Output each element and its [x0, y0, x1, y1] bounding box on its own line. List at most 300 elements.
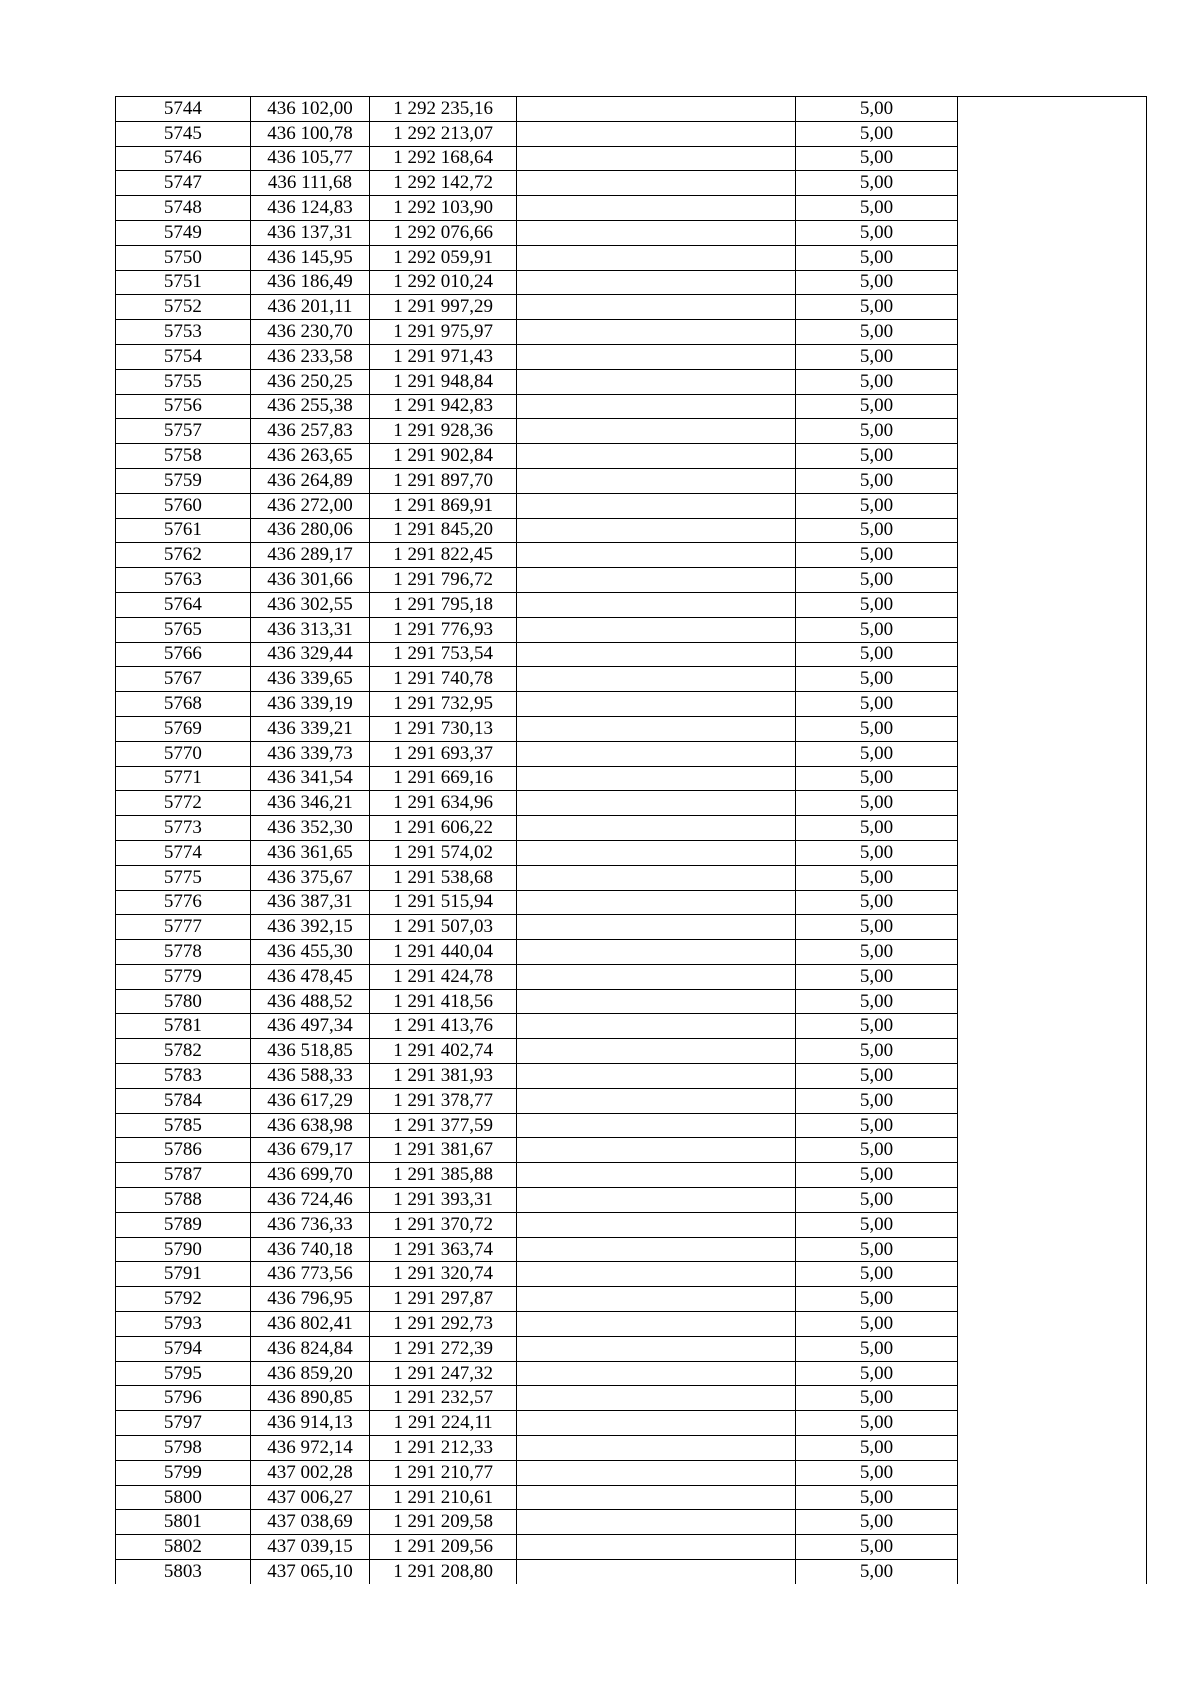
- note-cell: [958, 369, 1147, 394]
- note-cell: [958, 121, 1147, 146]
- note-cell: [958, 1460, 1147, 1485]
- note-cell: [958, 1088, 1147, 1113]
- point-number-cell: 5773: [116, 816, 251, 841]
- x-coordinate-cell: 436 263,65: [250, 444, 369, 469]
- accuracy-value-cell: 5,00: [795, 320, 957, 345]
- x-coordinate-cell: 436 352,30: [250, 816, 369, 841]
- y-coordinate-cell: 1 291 795,18: [370, 592, 517, 617]
- x-coordinate-cell: 436 201,11: [250, 295, 369, 320]
- empty-cell: [517, 915, 796, 940]
- empty-cell: [517, 196, 796, 221]
- table-row: [116, 940, 1147, 965]
- y-coordinate-cell: 1 291 370,72: [370, 1212, 517, 1237]
- accuracy-value-cell: 5,00: [795, 344, 957, 369]
- accuracy-value-cell: 5,00: [795, 964, 957, 989]
- x-coordinate-cell: 436 264,89: [250, 468, 369, 493]
- table-row: [116, 245, 1147, 270]
- point-number-cell: 5771: [116, 766, 251, 791]
- empty-cell: [517, 468, 796, 493]
- table-row: [116, 741, 1147, 766]
- y-coordinate-cell: 1 291 413,76: [370, 1014, 517, 1039]
- x-coordinate-cell: 436 301,66: [250, 568, 369, 593]
- y-coordinate-cell: 1 291 208,80: [370, 1560, 517, 1584]
- table-row: [116, 617, 1147, 642]
- x-coordinate-cell: 436 145,95: [250, 245, 369, 270]
- y-coordinate-cell: 1 291 822,45: [370, 543, 517, 568]
- empty-cell: [517, 1287, 796, 1312]
- point-number-cell: 5790: [116, 1237, 251, 1262]
- point-number-cell: 5749: [116, 220, 251, 245]
- y-coordinate-cell: 1 291 606,22: [370, 816, 517, 841]
- table-row: [116, 1287, 1147, 1312]
- note-cell: [958, 1386, 1147, 1411]
- empty-cell: [517, 344, 796, 369]
- accuracy-value-cell: 5,00: [795, 1336, 957, 1361]
- empty-cell: [517, 493, 796, 518]
- y-coordinate-cell: 1 291 693,37: [370, 741, 517, 766]
- empty-cell: [517, 692, 796, 717]
- accuracy-value-cell: 5,00: [795, 1460, 957, 1485]
- table-row: [116, 716, 1147, 741]
- x-coordinate-cell: 436 387,31: [250, 890, 369, 915]
- empty-cell: [517, 1535, 796, 1560]
- note-cell: [958, 146, 1147, 171]
- note-cell: [958, 1014, 1147, 1039]
- point-number-cell: 5793: [116, 1312, 251, 1337]
- table-row: [116, 1138, 1147, 1163]
- empty-cell: [517, 146, 796, 171]
- empty-cell: [517, 1312, 796, 1337]
- x-coordinate-cell: 436 497,34: [250, 1014, 369, 1039]
- x-coordinate-cell: 436 255,38: [250, 394, 369, 419]
- empty-cell: [517, 568, 796, 593]
- table-row: [116, 518, 1147, 543]
- empty-cell: [517, 816, 796, 841]
- point-number-cell: 5758: [116, 444, 251, 469]
- accuracy-value-cell: 5,00: [795, 1287, 957, 1312]
- note-cell: [958, 419, 1147, 444]
- accuracy-value-cell: 5,00: [795, 419, 957, 444]
- table-row: [116, 1460, 1147, 1485]
- empty-cell: [517, 1485, 796, 1510]
- table-row: [116, 890, 1147, 915]
- y-coordinate-cell: 1 291 902,84: [370, 444, 517, 469]
- y-coordinate-cell: 1 291 942,83: [370, 394, 517, 419]
- y-coordinate-cell: 1 292 235,16: [370, 97, 517, 122]
- y-coordinate-cell: 1 292 142,72: [370, 171, 517, 196]
- table-row: [116, 344, 1147, 369]
- empty-cell: [517, 1188, 796, 1213]
- point-number-cell: 5803: [116, 1560, 251, 1584]
- note-cell: [958, 1138, 1147, 1163]
- y-coordinate-cell: 1 291 297,87: [370, 1287, 517, 1312]
- note-cell: [958, 716, 1147, 741]
- y-coordinate-cell: 1 291 507,03: [370, 915, 517, 940]
- note-cell: [958, 1237, 1147, 1262]
- point-number-cell: 5747: [116, 171, 251, 196]
- table-row: [116, 468, 1147, 493]
- accuracy-value-cell: 5,00: [795, 444, 957, 469]
- accuracy-value-cell: 5,00: [795, 568, 957, 593]
- table-row: [116, 419, 1147, 444]
- accuracy-value-cell: 5,00: [795, 890, 957, 915]
- accuracy-value-cell: 5,00: [795, 1237, 957, 1262]
- empty-cell: [517, 1064, 796, 1089]
- table-row: [116, 369, 1147, 394]
- y-coordinate-cell: 1 291 232,57: [370, 1386, 517, 1411]
- note-cell: [958, 1436, 1147, 1461]
- x-coordinate-cell: 437 038,69: [250, 1510, 369, 1535]
- note-cell: [958, 220, 1147, 245]
- x-coordinate-cell: 437 065,10: [250, 1560, 369, 1584]
- point-number-cell: 5788: [116, 1188, 251, 1213]
- y-coordinate-cell: 1 291 377,59: [370, 1113, 517, 1138]
- accuracy-value-cell: 5,00: [795, 1188, 957, 1213]
- x-coordinate-cell: 436 230,70: [250, 320, 369, 345]
- empty-cell: [517, 543, 796, 568]
- y-coordinate-cell: 1 291 776,93: [370, 617, 517, 642]
- table-row: [116, 964, 1147, 989]
- note-cell: [958, 171, 1147, 196]
- point-number-cell: 5745: [116, 121, 251, 146]
- accuracy-value-cell: 5,00: [795, 493, 957, 518]
- note-cell: [958, 915, 1147, 940]
- accuracy-value-cell: 5,00: [795, 865, 957, 890]
- accuracy-value-cell: 5,00: [795, 1039, 957, 1064]
- point-number-cell: 5757: [116, 419, 251, 444]
- point-number-cell: 5794: [116, 1336, 251, 1361]
- note-cell: [958, 766, 1147, 791]
- accuracy-value-cell: 5,00: [795, 940, 957, 965]
- accuracy-value-cell: 5,00: [795, 1212, 957, 1237]
- empty-cell: [517, 394, 796, 419]
- x-coordinate-cell: 436 455,30: [250, 940, 369, 965]
- note-cell: [958, 543, 1147, 568]
- table-row: [116, 667, 1147, 692]
- point-number-cell: 5786: [116, 1138, 251, 1163]
- y-coordinate-cell: 1 291 212,33: [370, 1436, 517, 1461]
- point-number-cell: 5767: [116, 667, 251, 692]
- y-coordinate-cell: 1 291 669,16: [370, 766, 517, 791]
- x-coordinate-cell: 436 280,06: [250, 518, 369, 543]
- accuracy-value-cell: 5,00: [795, 692, 957, 717]
- empty-cell: [517, 1138, 796, 1163]
- y-coordinate-cell: 1 291 730,13: [370, 716, 517, 741]
- y-coordinate-cell: 1 291 393,31: [370, 1188, 517, 1213]
- x-coordinate-cell: 437 002,28: [250, 1460, 369, 1485]
- point-number-cell: 5795: [116, 1361, 251, 1386]
- y-coordinate-cell: 1 291 732,95: [370, 692, 517, 717]
- y-coordinate-cell: 1 291 320,74: [370, 1262, 517, 1287]
- note-cell: [958, 964, 1147, 989]
- x-coordinate-cell: 436 617,29: [250, 1088, 369, 1113]
- y-coordinate-cell: 1 291 753,54: [370, 642, 517, 667]
- note-cell: [958, 890, 1147, 915]
- point-number-cell: 5791: [116, 1262, 251, 1287]
- x-coordinate-cell: 437 006,27: [250, 1485, 369, 1510]
- empty-cell: [517, 592, 796, 617]
- table-row: [116, 1163, 1147, 1188]
- empty-cell: [517, 741, 796, 766]
- y-coordinate-cell: 1 291 869,91: [370, 493, 517, 518]
- x-coordinate-cell: 436 100,78: [250, 121, 369, 146]
- note-cell: [958, 1336, 1147, 1361]
- accuracy-value-cell: 5,00: [795, 146, 957, 171]
- accuracy-value-cell: 5,00: [795, 245, 957, 270]
- point-number-cell: 5782: [116, 1039, 251, 1064]
- accuracy-value-cell: 5,00: [795, 1163, 957, 1188]
- empty-cell: [517, 1411, 796, 1436]
- accuracy-value-cell: 5,00: [795, 989, 957, 1014]
- table-row: [116, 121, 1147, 146]
- note-cell: [958, 468, 1147, 493]
- coordinates-table-body: [116, 97, 1147, 1584]
- x-coordinate-cell: 436 341,54: [250, 766, 369, 791]
- accuracy-value-cell: 5,00: [795, 816, 957, 841]
- table-row: [116, 592, 1147, 617]
- x-coordinate-cell: 436 773,56: [250, 1262, 369, 1287]
- x-coordinate-cell: 436 724,46: [250, 1188, 369, 1213]
- empty-cell: [517, 97, 796, 122]
- x-coordinate-cell: 436 638,98: [250, 1113, 369, 1138]
- accuracy-value-cell: 5,00: [795, 1386, 957, 1411]
- accuracy-value-cell: 5,00: [795, 1361, 957, 1386]
- point-number-cell: 5772: [116, 791, 251, 816]
- empty-cell: [517, 369, 796, 394]
- point-number-cell: 5792: [116, 1287, 251, 1312]
- x-coordinate-cell: 436 736,33: [250, 1212, 369, 1237]
- table-row: [116, 840, 1147, 865]
- table-row: [116, 1535, 1147, 1560]
- empty-cell: [517, 444, 796, 469]
- accuracy-value-cell: 5,00: [795, 791, 957, 816]
- y-coordinate-cell: 1 291 381,67: [370, 1138, 517, 1163]
- note-cell: [958, 940, 1147, 965]
- x-coordinate-cell: 436 740,18: [250, 1237, 369, 1262]
- y-coordinate-cell: 1 291 381,93: [370, 1064, 517, 1089]
- point-number-cell: 5765: [116, 617, 251, 642]
- empty-cell: [517, 1212, 796, 1237]
- y-coordinate-cell: 1 291 897,70: [370, 468, 517, 493]
- point-number-cell: 5764: [116, 592, 251, 617]
- y-coordinate-cell: 1 291 210,61: [370, 1485, 517, 1510]
- table-row: [116, 1485, 1147, 1510]
- empty-cell: [517, 1336, 796, 1361]
- y-coordinate-cell: 1 291 971,43: [370, 344, 517, 369]
- y-coordinate-cell: 1 291 440,04: [370, 940, 517, 965]
- note-cell: [958, 989, 1147, 1014]
- empty-cell: [517, 1510, 796, 1535]
- x-coordinate-cell: 436 518,85: [250, 1039, 369, 1064]
- point-number-cell: 5798: [116, 1436, 251, 1461]
- x-coordinate-cell: 436 257,83: [250, 419, 369, 444]
- point-number-cell: 5751: [116, 270, 251, 295]
- note-cell: [958, 1163, 1147, 1188]
- table-row: [116, 394, 1147, 419]
- note-cell: [958, 245, 1147, 270]
- accuracy-value-cell: 5,00: [795, 667, 957, 692]
- note-cell: [958, 1262, 1147, 1287]
- point-number-cell: 5746: [116, 146, 251, 171]
- empty-cell: [517, 1386, 796, 1411]
- accuracy-value-cell: 5,00: [795, 1113, 957, 1138]
- table-row: [116, 320, 1147, 345]
- table-row: [116, 692, 1147, 717]
- x-coordinate-cell: 436 313,31: [250, 617, 369, 642]
- accuracy-value-cell: 5,00: [795, 840, 957, 865]
- table-row: [116, 642, 1147, 667]
- empty-cell: [517, 642, 796, 667]
- empty-cell: [517, 617, 796, 642]
- x-coordinate-cell: 436 339,65: [250, 667, 369, 692]
- y-coordinate-cell: 1 291 247,32: [370, 1361, 517, 1386]
- y-coordinate-cell: 1 291 418,56: [370, 989, 517, 1014]
- point-number-cell: 5778: [116, 940, 251, 965]
- x-coordinate-cell: 436 392,15: [250, 915, 369, 940]
- accuracy-value-cell: 5,00: [795, 171, 957, 196]
- x-coordinate-cell: 436 375,67: [250, 865, 369, 890]
- empty-cell: [517, 245, 796, 270]
- empty-cell: [517, 1088, 796, 1113]
- x-coordinate-cell: 436 339,19: [250, 692, 369, 717]
- x-coordinate-cell: 436 796,95: [250, 1287, 369, 1312]
- table-row: [116, 1237, 1147, 1262]
- x-coordinate-cell: 436 972,14: [250, 1436, 369, 1461]
- empty-cell: [517, 840, 796, 865]
- accuracy-value-cell: 5,00: [795, 1535, 957, 1560]
- empty-cell: [517, 1113, 796, 1138]
- x-coordinate-cell: 436 329,44: [250, 642, 369, 667]
- point-number-cell: 5744: [116, 97, 251, 122]
- accuracy-value-cell: 5,00: [795, 518, 957, 543]
- note-cell: [958, 394, 1147, 419]
- table-row: [116, 816, 1147, 841]
- point-number-cell: 5752: [116, 295, 251, 320]
- accuracy-value-cell: 5,00: [795, 1436, 957, 1461]
- y-coordinate-cell: 1 292 076,66: [370, 220, 517, 245]
- empty-cell: [517, 419, 796, 444]
- point-number-cell: 5796: [116, 1386, 251, 1411]
- note-cell: [958, 791, 1147, 816]
- y-coordinate-cell: 1 291 363,74: [370, 1237, 517, 1262]
- point-number-cell: 5776: [116, 890, 251, 915]
- note-cell: [958, 642, 1147, 667]
- empty-cell: [517, 1361, 796, 1386]
- y-coordinate-cell: 1 291 210,77: [370, 1460, 517, 1485]
- y-coordinate-cell: 1 292 059,91: [370, 245, 517, 270]
- x-coordinate-cell: 436 859,20: [250, 1361, 369, 1386]
- table-row: [116, 915, 1147, 940]
- note-cell: [958, 1510, 1147, 1535]
- note-cell: [958, 865, 1147, 890]
- accuracy-value-cell: 5,00: [795, 1485, 957, 1510]
- accuracy-value-cell: 5,00: [795, 220, 957, 245]
- accuracy-value-cell: 5,00: [795, 1510, 957, 1535]
- x-coordinate-cell: 436 339,73: [250, 741, 369, 766]
- empty-cell: [517, 518, 796, 543]
- table-row: [116, 1436, 1147, 1461]
- note-cell: [958, 1411, 1147, 1436]
- point-number-cell: 5801: [116, 1510, 251, 1535]
- table-row: [116, 1361, 1147, 1386]
- point-number-cell: 5766: [116, 642, 251, 667]
- point-number-cell: 5755: [116, 369, 251, 394]
- y-coordinate-cell: 1 292 010,24: [370, 270, 517, 295]
- table-row: [116, 493, 1147, 518]
- y-coordinate-cell: 1 291 634,96: [370, 791, 517, 816]
- point-number-cell: 5787: [116, 1163, 251, 1188]
- note-cell: [958, 1361, 1147, 1386]
- point-number-cell: 5797: [116, 1411, 251, 1436]
- table-row: [116, 766, 1147, 791]
- table-row: [116, 1336, 1147, 1361]
- accuracy-value-cell: 5,00: [795, 1560, 957, 1584]
- x-coordinate-cell: 436 802,41: [250, 1312, 369, 1337]
- empty-cell: [517, 1436, 796, 1461]
- note-cell: [958, 617, 1147, 642]
- empty-cell: [517, 940, 796, 965]
- note-cell: [958, 1560, 1147, 1584]
- point-number-cell: 5799: [116, 1460, 251, 1485]
- point-number-cell: 5754: [116, 344, 251, 369]
- point-number-cell: 5753: [116, 320, 251, 345]
- accuracy-value-cell: 5,00: [795, 617, 957, 642]
- point-number-cell: 5750: [116, 245, 251, 270]
- table-row: [116, 1212, 1147, 1237]
- x-coordinate-cell: 436 361,65: [250, 840, 369, 865]
- y-coordinate-cell: 1 291 378,77: [370, 1088, 517, 1113]
- accuracy-value-cell: 5,00: [795, 394, 957, 419]
- y-coordinate-cell: 1 291 209,56: [370, 1535, 517, 1560]
- accuracy-value-cell: 5,00: [795, 1312, 957, 1337]
- table-row: [116, 295, 1147, 320]
- note-cell: [958, 741, 1147, 766]
- empty-cell: [517, 270, 796, 295]
- point-number-cell: 5774: [116, 840, 251, 865]
- note-cell: [958, 444, 1147, 469]
- empty-cell: [517, 320, 796, 345]
- y-coordinate-cell: 1 291 402,74: [370, 1039, 517, 1064]
- note-cell: [958, 667, 1147, 692]
- accuracy-value-cell: 5,00: [795, 468, 957, 493]
- empty-cell: [517, 667, 796, 692]
- table-row: [116, 220, 1147, 245]
- empty-cell: [517, 1039, 796, 1064]
- table-row: [116, 1188, 1147, 1213]
- x-coordinate-cell: 436 679,17: [250, 1138, 369, 1163]
- note-cell: [958, 270, 1147, 295]
- accuracy-value-cell: 5,00: [795, 543, 957, 568]
- x-coordinate-cell: 436 105,77: [250, 146, 369, 171]
- point-number-cell: 5780: [116, 989, 251, 1014]
- table-row: [116, 543, 1147, 568]
- empty-cell: [517, 766, 796, 791]
- empty-cell: [517, 220, 796, 245]
- point-number-cell: 5779: [116, 964, 251, 989]
- empty-cell: [517, 890, 796, 915]
- accuracy-value-cell: 5,00: [795, 642, 957, 667]
- point-number-cell: 5756: [116, 394, 251, 419]
- empty-cell: [517, 1014, 796, 1039]
- point-number-cell: 5759: [116, 468, 251, 493]
- point-number-cell: 5761: [116, 518, 251, 543]
- empty-cell: [517, 791, 796, 816]
- note-cell: [958, 1064, 1147, 1089]
- table-row: [116, 171, 1147, 196]
- point-number-cell: 5769: [116, 716, 251, 741]
- x-coordinate-cell: 436 488,52: [250, 989, 369, 1014]
- y-coordinate-cell: 1 291 574,02: [370, 840, 517, 865]
